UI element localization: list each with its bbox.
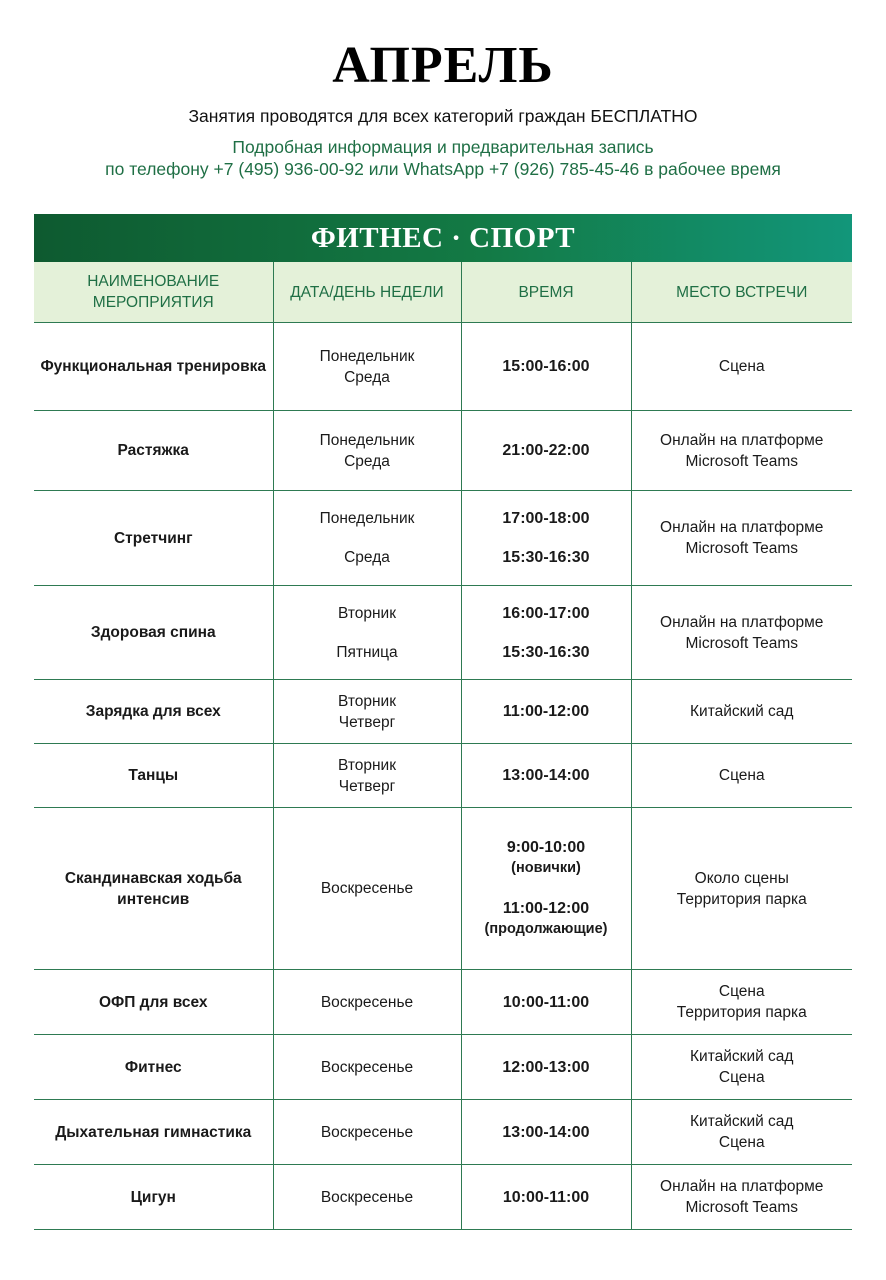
header-date: ДАТА/ДЕНЬ НЕДЕЛИ [273,262,461,323]
free-notice: Занятия проводятся для всех категорий граждан БЕСПЛАТНО [188,106,698,126]
day-label: Пятница [336,643,398,661]
day-label: Воскресенье [320,993,414,1011]
time-label: 17:00-18:00 [502,510,590,527]
table-row [34,586,852,680]
time-note: (продолжающие) [484,921,608,937]
event-time [461,744,631,808]
event-place [631,744,852,808]
event-time [461,970,631,1035]
event-days [273,680,461,744]
event-days [273,411,461,491]
table-row [34,680,852,744]
time-label: 9:00-10:00 [506,839,586,856]
day-label: Понедельник [319,510,415,527]
place-label: Microsoft Teams [685,634,799,652]
event-name: Стретчинг [34,491,273,586]
day-label: Среда [344,549,390,566]
table-row [34,491,852,586]
header-name: НАИМЕНОВАНИЕ МЕРОПРИЯТИЯ [34,262,273,323]
time-label: 12:00-13:00 [502,1058,590,1076]
event-days [273,1100,461,1165]
event-place [631,491,852,586]
place-label: Около сцены [694,869,789,887]
place-label: Microsoft Teams [685,452,799,470]
place-label: Сцена [718,767,765,784]
event-days [273,1165,461,1230]
table-row [34,323,852,411]
day-label: Понедельник [319,347,415,365]
table-header-row [34,262,852,323]
table-row [34,1035,852,1100]
time-label: 21:00-22:00 [502,442,590,459]
day-label: Воскресенье [320,1188,414,1206]
event-name: ОФП для всех [34,970,273,1035]
day-label: Воскресенье [320,880,414,897]
time-label: 16:00-17:00 [502,604,590,622]
event-name: Здоровая спина [34,586,273,680]
time-note: (новички) [511,860,581,876]
day-label: Воскресенье [320,1058,414,1076]
event-place [631,1035,852,1100]
event-time [461,680,631,744]
table-row [34,970,852,1035]
header-place: МЕСТО ВСТРЕЧИ [631,262,852,323]
time-label: 10:00-11:00 [502,993,590,1011]
day-label: Вторник [338,692,396,710]
event-name: Функциональная тренировка [34,323,273,411]
event-place [631,680,852,744]
place-label: Сцена [718,1069,765,1086]
event-days [273,323,461,411]
day-label: Среда [344,452,390,470]
event-time [461,411,631,491]
info-line-2: по телефону +7 (495) 936-00-92 или WhatsApp +7 (926) 785-45-46 в рабочее время [105,159,781,179]
table-row [34,744,852,808]
event-days [273,586,461,680]
event-name: Скандинавская ходьба интенсив [34,808,273,970]
info-line-1: Подробная информация и предварительная запись [232,137,654,157]
event-time [461,586,631,680]
event-time [461,1035,631,1100]
place-label: Китайский сад [690,1048,794,1065]
time-label: 10:00-11:00 [502,1188,590,1206]
place-label: Онлайн на платформе [660,1178,824,1195]
event-place [631,1100,852,1165]
page-title: АПРЕЛЬ [332,37,554,94]
day-label: Понедельник [319,431,415,449]
place-label: Территория парка [676,890,807,908]
place-label: Онлайн на платформе [660,431,824,449]
contact-info [0,136,886,180]
day-label: Воскресенье [320,1123,414,1141]
event-place [631,1165,852,1230]
event-days [273,1035,461,1100]
day-label: Вторник [338,756,396,774]
event-days [273,744,461,808]
time-label: 11:00-12:00 [502,900,590,917]
time-label: 15:30-16:30 [502,643,590,661]
time-label: 13:00-14:00 [502,767,590,784]
event-days [273,970,461,1035]
day-label: Среда [344,368,390,386]
table-row [34,411,852,491]
place-label: Сцена [718,983,765,1000]
place-label: Microsoft Teams [685,540,799,557]
place-label: Онлайн на платформе [660,519,824,536]
day-label: Вторник [338,604,396,622]
day-label: Четверг [338,713,396,731]
place-label: Китайский сад [690,703,794,720]
place-label: Сцена [718,1134,765,1151]
time-label: 15:00-16:00 [502,358,590,375]
place-label: Китайский сад [690,1113,794,1130]
event-place [631,323,852,411]
table-row [34,1165,852,1230]
time-label: 15:30-16:30 [502,549,590,566]
schedule-table [34,262,852,1230]
event-place [631,586,852,680]
event-place [631,808,852,970]
event-time [461,323,631,411]
table-row [34,1100,852,1165]
event-time [461,1165,631,1230]
event-place [631,411,852,491]
event-name: Дыхательная гимнастика [34,1100,273,1165]
time-label: 11:00-12:00 [502,703,590,720]
event-days [273,808,461,970]
event-place [631,970,852,1035]
time-label: 13:00-14:00 [502,1123,590,1141]
place-label: Microsoft Teams [685,1199,799,1216]
event-name: Цигун [34,1165,273,1230]
place-label: Сцена [718,358,765,375]
event-name: Зарядка для всех [34,680,273,744]
event-name: Фитнес [34,1035,273,1100]
event-days [273,491,461,586]
event-time [461,808,631,970]
event-time [461,491,631,586]
place-label: Онлайн на платформе [660,613,824,631]
table-row [34,808,852,970]
event-name: Танцы [34,744,273,808]
event-name: Растяжка [34,411,273,491]
event-time [461,1100,631,1165]
section-title: ФИТНЕС · СПОРТ [34,214,852,262]
day-label: Четверг [338,777,396,795]
header-time: ВРЕМЯ [461,262,631,323]
place-label: Территория парка [676,1004,807,1021]
